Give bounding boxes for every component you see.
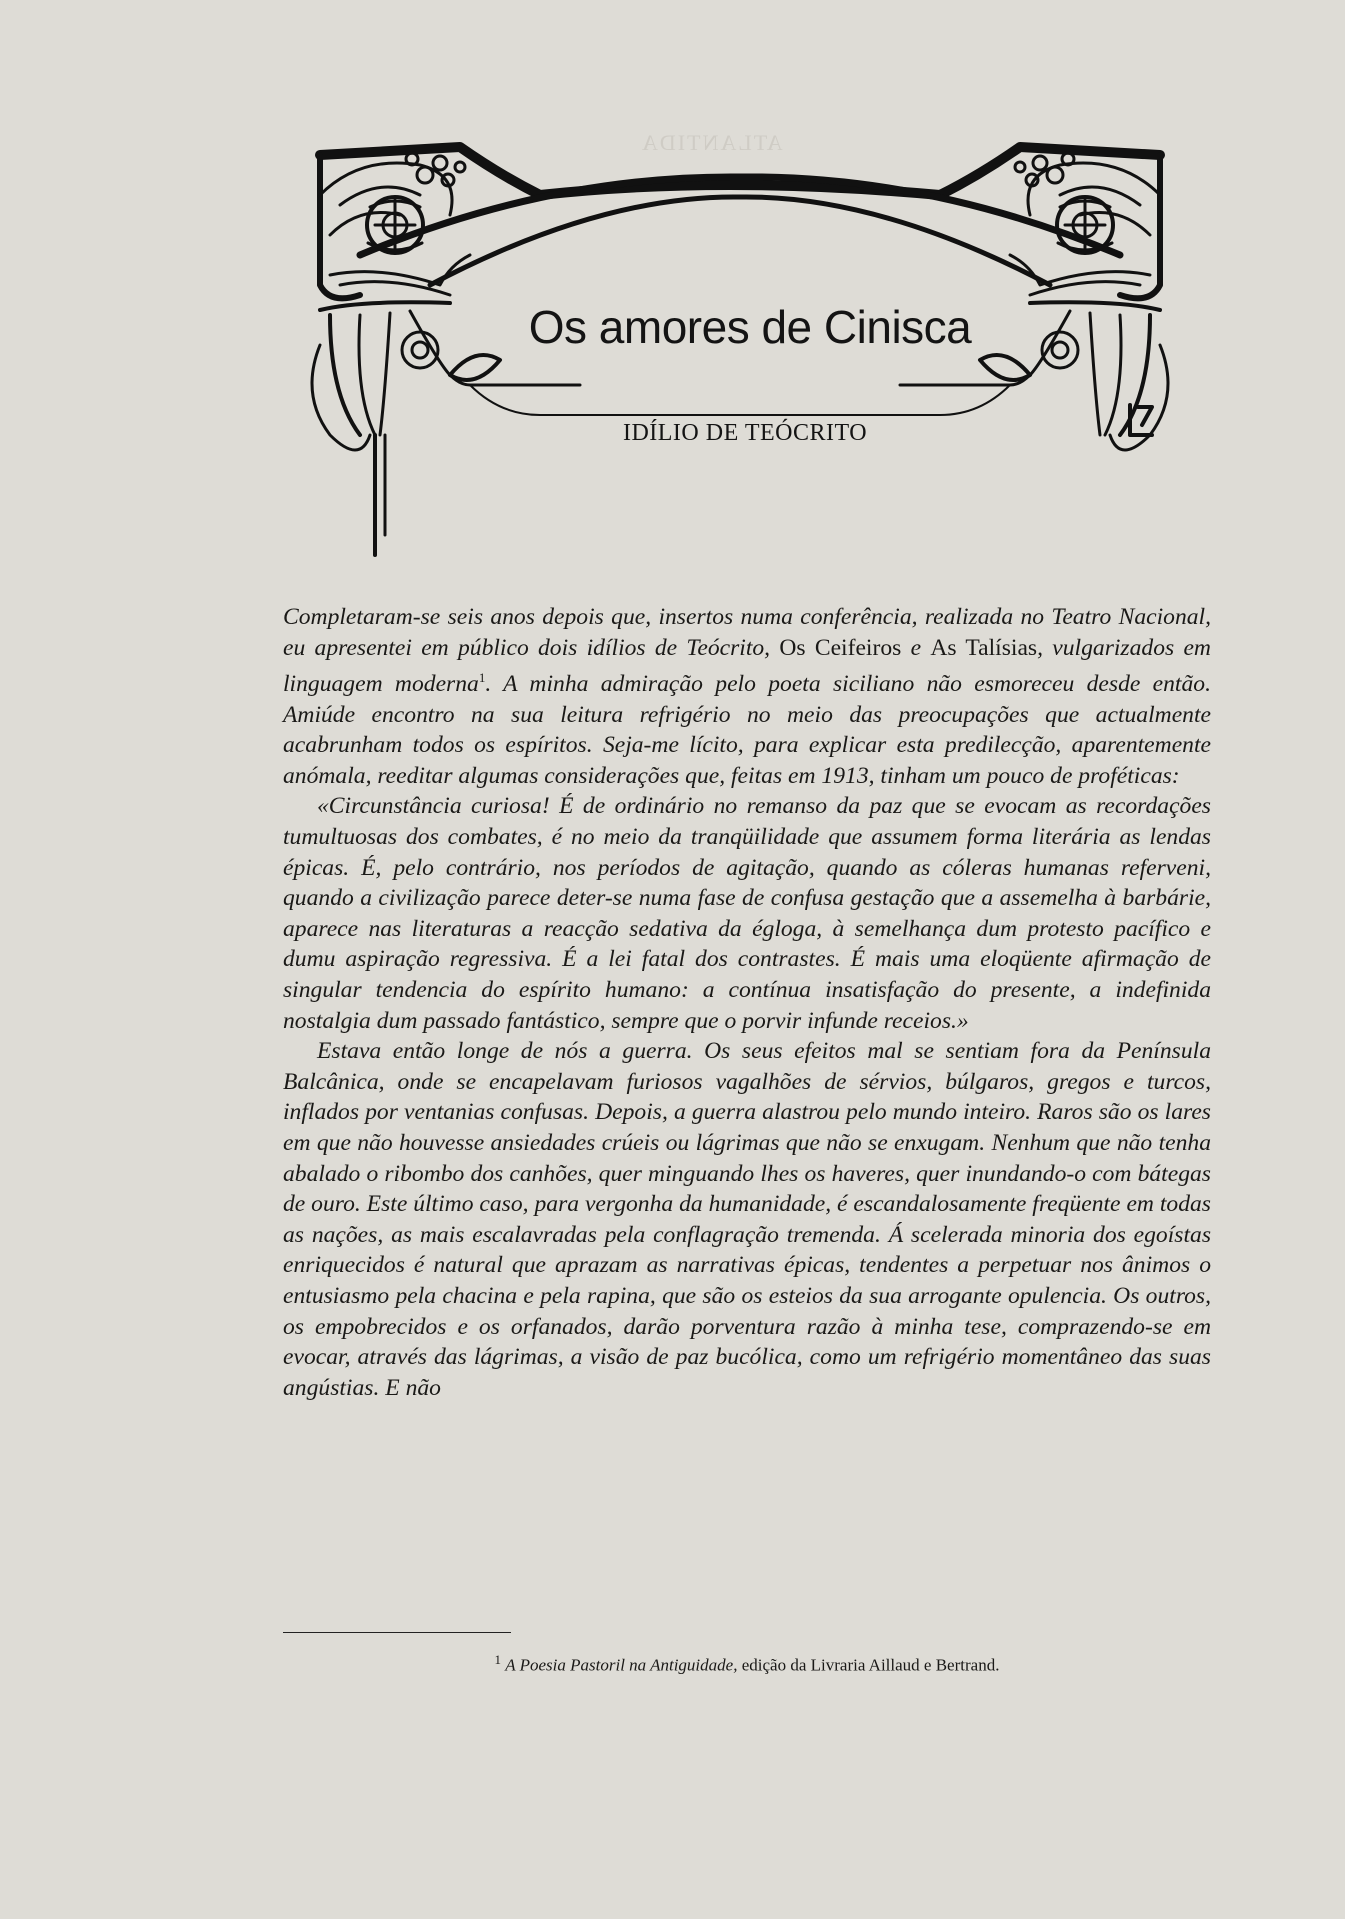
page-title: Os amores de Cinisca bbox=[528, 301, 972, 353]
footnote-divider bbox=[283, 1632, 511, 1633]
page-subtitle: IDÍLIO DE TEÓCRITO bbox=[622, 420, 868, 446]
work-title: Os Ceifeiros bbox=[779, 634, 902, 661]
paragraph-2-quote: «Circunstância curiosa! É de ordinário no remanso da paz que se evocam as recordações tumultuosas dos combates, é no meio da tranqüilidade que assumem forma literária as lendas épicas. É, pelo contrário, nos períodos de agitação, quando as cóleras humanas referveni, quando a civilização parece deter-se numa fase de confusa gestação que a assemelha à barbárie, aparece nas literaturas a reacção sedativa da égloga, à semelhança dum protesto pacífico e dumu aspiração regressiva. É a lei fatal dos contrastes. É mais uma eloqüente afirmação de singular tendencia do espírito humano: a contínua insatisfação do presente, a indefinida nostalgia dum passado fantástico, sempre que o porvir infunde receios.» bbox=[283, 793, 1211, 1034]
footnote-reference: 1 bbox=[478, 670, 486, 686]
art-nouveau-floral-frame-icon bbox=[300, 135, 1180, 575]
bleed-through-text: ATLANTIDA bbox=[640, 130, 783, 155]
paragraph-1: Completaram-se seis anos depois que, insertos numa conferência, realizada no Teatro Nacional, eu apresentei em público dois idílios de Teócrito, Os Ceifeiros e As Talísias, vulgarizados em linguagem moderna$^1$. A minha admiração pelo poeta siciliano não esmoreceu desde então. Amiúde encontro na sua leitura refrigério no meio das preocupações que actualmente acabrunham todos os espíritos. Seja-me lícito, para explicar esta predilecção, aparentemente anómala, reeditar algumas considerações que, feitas em 1913, tinham um pouco de proféticas: bbox=[283, 604, 1211, 789]
footnote-marker: 1 bbox=[494, 1652, 502, 1667]
article-body bbox=[283, 602, 1211, 1403]
footnote: $^1$ A Poesia Pastoril na Antiguidade, edição da Livraria Aillaud e Bertrand. bbox=[494, 1652, 1000, 1675]
paragraph-3: Estava então longe de nós a guerra. Os seus efeitos mal se sentiam fora da Península Balcânica, onde se encapelavam furiosos vagalhões de sérvios, búlgaros, gregos e turcos, inflados por ventanias confusas. Depois, a guerra alastrou pelo mundo inteiro. Raros são os lares em que não houvesse ansiedades crúeis ou lágrimas que não se enxugam. Nenhum que não tenha abalado o ribombo dos canhões, quer minguando lhes os haveres, quer inundando-o com bátegas de ouro. Este último caso, para vergonha da humanidade, é escandalosamente freqüente em todas as nações, as mais escalavradas pela conflagração tremenda. Á scelerada minoria dos egoístas enriquecidos é natural que aprazam as narrativas épicas, tendentes a perpetuar nos ânimos o entusiasmo pela chacina e pela rapina, que são os esteios da sua arrogante opulencia. Os outros, os empobrecidos e os orfanados, darão porventura razão à minha tese, comprazendo-se em evocar, através das lágrimas, a visão de paz bucólica, como um refrigério momentâneo das suas angústias. E não bbox=[283, 1038, 1211, 1401]
work-title: As Talísias bbox=[930, 634, 1038, 661]
footnote-title: A Poesia Pastoril na Antiguidade, bbox=[505, 1655, 738, 1675]
